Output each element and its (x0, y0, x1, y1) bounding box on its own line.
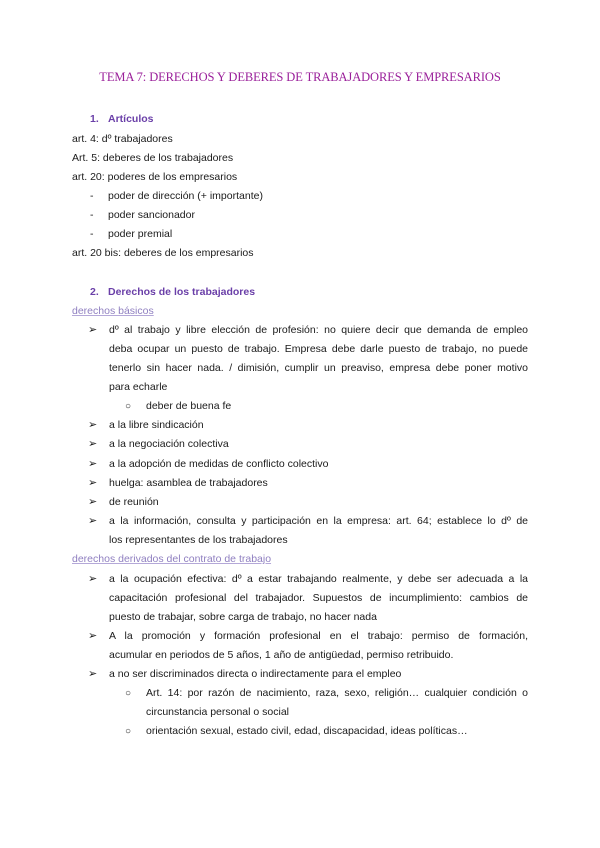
section-1-heading (90, 113, 154, 126)
list-item-line: A la promoción y formación profesional en el trabajo: permiso de formación, (109, 630, 528, 642)
list-item: a la adopción de medidas de conflicto colectivo (109, 458, 329, 470)
section-2-title: Derechos de los trabajadores (108, 286, 256, 298)
arrow-bullet-icon: ➢ (88, 419, 98, 431)
article-line: art. 4: dº trabajadores (72, 133, 173, 145)
document-title: TEMA 7: DERECHOS Y DEBERES DE TRABAJADORES Y EMPRESARIOS (99, 70, 501, 84)
list-item-line: para echarle (109, 381, 168, 393)
arrow-bullet-icon: ➢ (88, 573, 98, 585)
list-item: a la libre sindicación (109, 419, 204, 431)
section-2-heading (90, 286, 255, 299)
dash-bullet: - (90, 190, 94, 202)
list-item-line: los representantes de los trabajadores (109, 534, 288, 546)
sub-list-item-line: Art. 14: por razón de nacimiento, raza, sexo, religión… cualquier condición o (146, 687, 528, 699)
arrow-bullet-icon: ➢ (88, 630, 98, 642)
list-item-line: capacitación profesional del trabajador. Supuestos de incumplimiento: cambios de (109, 592, 528, 604)
article-line: Art. 5: deberes de los trabajadores (72, 152, 234, 164)
arrow-bullet-icon: ➢ (88, 438, 98, 450)
list-item: de reunión (109, 496, 159, 508)
arrow-bullet-icon: ➢ (88, 324, 98, 336)
sub-list-item: orientación sexual, estado civil, edad, discapacidad, ideas políticas… (146, 725, 468, 737)
list-item: a la negociación colectiva (109, 438, 229, 450)
arrow-bullet-icon: ➢ (88, 668, 98, 680)
list-item: huelga: asamblea de trabajadores (109, 477, 268, 489)
dash-list-item: - poder premial (90, 228, 173, 240)
arrow-bullet-icon: ➢ (88, 458, 98, 470)
article-line: art. 20: poderes de los empresarios (72, 171, 238, 183)
dash-bullet: - (90, 209, 94, 221)
circle-bullet-icon: ○ (125, 688, 132, 699)
sub-list-item-line: circunstancia personal o social (146, 706, 289, 718)
list-item-line: dº al trabajo y libre elección de profesión: no quiere decir que demanda de empleo (109, 324, 528, 336)
section-1-title: Artículos (108, 113, 154, 125)
list-item: a no ser discriminados directa o indirectamente para el empleo (109, 668, 402, 680)
article-line: art. 20 bis: deberes de los empresarios (72, 247, 254, 259)
list-item-line: acumular en periodos de 5 años, 1 año de antigüedad, permiso retribuido. (109, 649, 454, 661)
list-item-line: puesto de trabajar, sobre carga de trabajo, no hacer nada (109, 611, 377, 623)
section-2-number: 2. (90, 286, 99, 298)
list-item-line: a la información, consulta y participación en la empresa: art. 64; establece lo dº de (109, 515, 528, 527)
subheading-derived-rights: derechos derivados del contrato de trabajo (72, 553, 272, 565)
arrow-bullet-icon: ➢ (88, 477, 98, 489)
section-1-number: 1. (90, 113, 99, 125)
subheading-basic-rights: derechos básicos (72, 305, 154, 317)
dash-bullet: - (90, 228, 94, 240)
list-item-line: tenerlo sin hacer nada. / dimisión, cumplir un preaviso, empresa debe poner motivo (109, 362, 528, 374)
sub-list-item: deber de buena fe (146, 400, 232, 412)
list-item-line: deba ocupar un puesto de trabajo. Empresa debe darle puesto de trabajo, no puede (109, 343, 528, 355)
circle-bullet-icon: ○ (125, 401, 132, 412)
circle-bullet-icon: ○ (125, 726, 132, 737)
arrow-bullet-icon: ➢ (88, 515, 98, 527)
list-item-line: a la ocupación efectiva: dº a estar trabajando realmente, y debe ser adecuada a la (109, 573, 528, 585)
arrow-bullet-icon: ➢ (88, 496, 98, 508)
dash-list-item: - poder sancionador (90, 209, 195, 221)
dash-list-item: - poder de dirección (+ importante) (90, 190, 263, 202)
